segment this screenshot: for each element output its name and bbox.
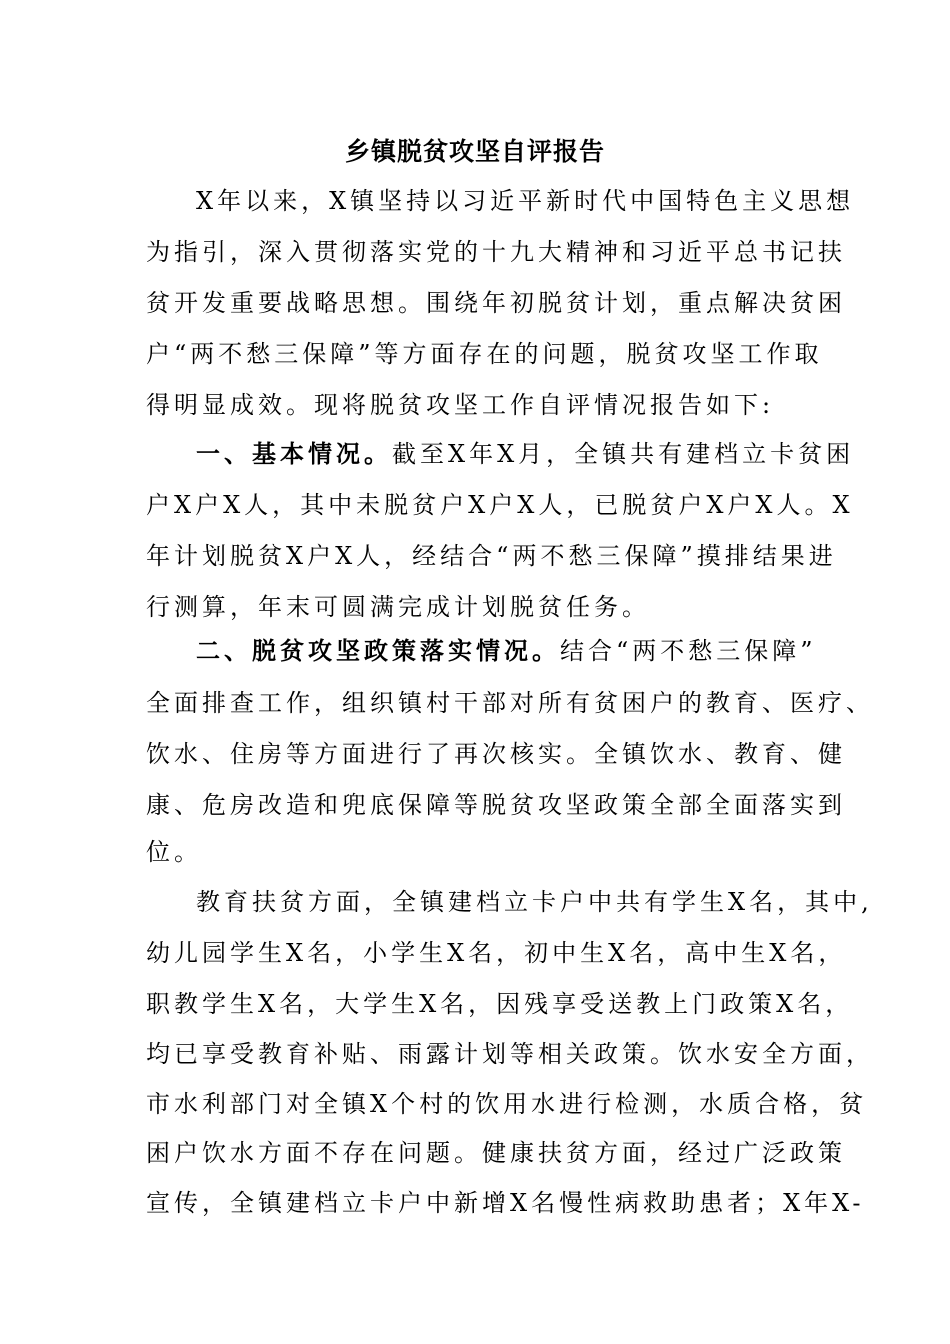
paragraph-4-line-4: 均已享受教育补贴、雨露计划等相关政策。饮水安全方面， <box>146 1040 874 1068</box>
paragraph-3-line-4: 康、危房改造和兜底保障等脱贫攻坚政策全部全面落实到 <box>146 791 846 819</box>
paragraph-1-line-3: 贫开发重要战略思想。围绕年初脱贫计划，重点解决贫困 <box>146 289 846 317</box>
paragraph-3-line-3: 饮水、住房等方面进行了再次核实。全镇饮水、教育、健 <box>146 740 846 768</box>
paragraph-2-line-2: 户X户X人，其中未脱贫户X户X人，已脱贫户X户X人。X <box>146 491 854 519</box>
paragraph-4-line-3: 职教学生X名，大学生X名，因残享受送教上门政策X名， <box>146 990 854 1018</box>
paragraph-3-line-1 <box>196 633 817 669</box>
paragraph-1-line-1: X年以来，X镇坚持以习近平新时代中国特色主义思想 <box>196 187 855 215</box>
section-1-heading: 一、基本情况。 <box>196 439 392 468</box>
paragraph-4-line-7: 宣传，全镇建档立卡户中新增X名慢性病救助患者；X年X- <box>146 1189 865 1217</box>
paragraph-1-line-4: 户“两不愁三保障”等方面存在的问题，脱贫攻坚工作取 <box>146 340 823 368</box>
paragraph-2-line-3: 年计划脱贫X户X人，经结合“两不愁三保障”摸排结果进 <box>146 542 837 570</box>
paragraph-4-line-5: 市水利部门对全镇X个村的饮用水进行检测，水质合格，贫 <box>146 1090 868 1118</box>
paragraph-2-line-4: 行测算，年末可圆满完成计划脱贫任务。 <box>146 593 650 621</box>
paragraph-1-line-5: 得明显成效。现将脱贫攻坚工作自评情况报告如下: <box>146 391 775 419</box>
section-1-text: 截至X年X月，全镇共有建档立卡贫困 <box>392 440 855 468</box>
paragraph-1-line-2: 为指引，深入贯彻落实党的十九大精神和习近平总书记扶 <box>146 238 846 266</box>
paragraph-4-line-1: 教育扶贫方面，全镇建档立卡户中共有学生X名，其中, <box>196 888 873 916</box>
paragraph-3-line-2: 全面排查工作，组织镇村干部对所有贫困户的教育、医疗、 <box>146 689 874 717</box>
section-2-heading: 二、脱贫攻坚政策落实情况。 <box>196 636 560 665</box>
document-title: 乡镇脱贫攻坚自评报告 <box>344 137 605 166</box>
paragraph-3-line-5: 位。 <box>146 838 202 866</box>
paragraph-4-line-6: 困户饮水方面不存在问题。健康扶贫方面，经过广泛政策 <box>146 1139 846 1167</box>
section-2-text: 结合“两不愁三保障” <box>560 637 817 665</box>
paragraph-4-line-2: 幼儿园学生X名，小学生X名，初中生X名，高中生X名， <box>146 939 847 967</box>
paragraph-2-line-1 <box>196 436 854 472</box>
